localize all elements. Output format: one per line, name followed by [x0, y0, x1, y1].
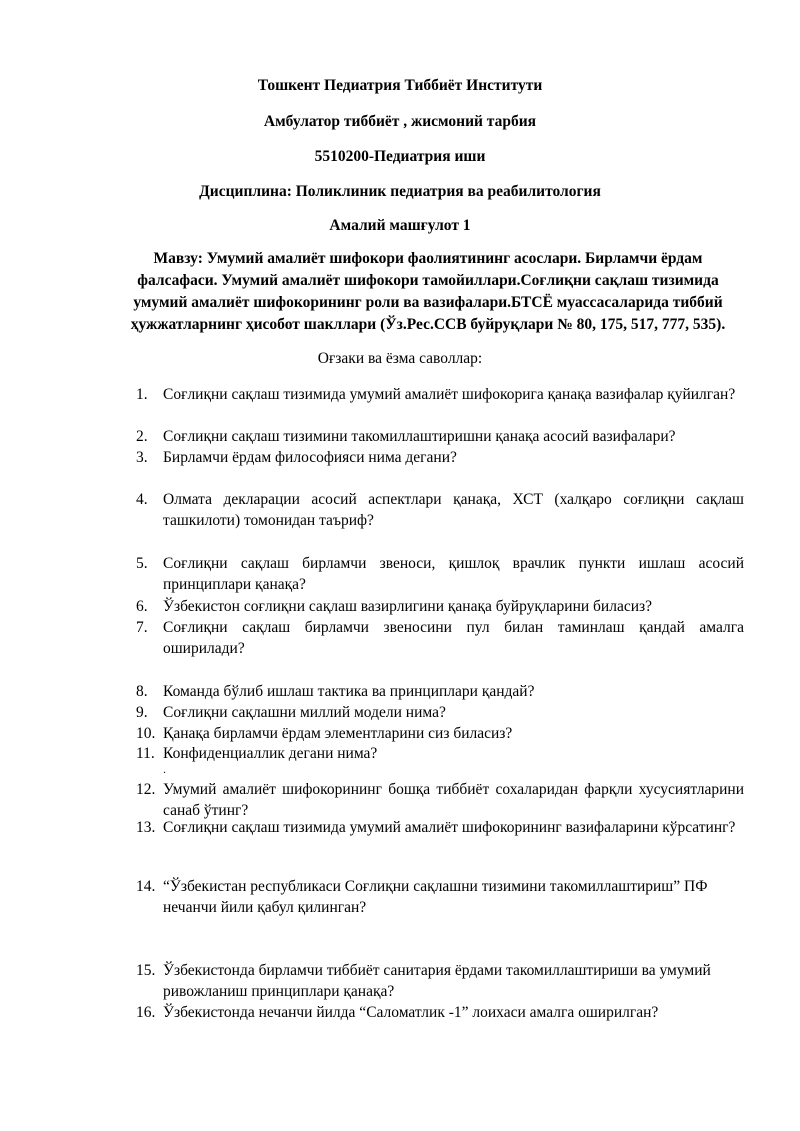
stray-dot: . — [163, 762, 166, 776]
question-item — [136, 743, 744, 764]
department-title: Амбулатор тиббиёт , жисмоний тарбия — [263, 113, 537, 130]
institute-title: Тошкент Педиатрия Тиббиёт Институти — [257, 77, 543, 94]
question-number: 5. — [136, 555, 148, 572]
question-text: Соғлиқни сақлаш бирламчи звеносини пул билан таминлаш қандай амалга оширилади? — [163, 619, 744, 657]
question-text: Ўзбекистонда нечанчи йилда “Саломатлик -1” лоихаси амалга оширилган? — [163, 1004, 659, 1021]
question-number: 9. — [136, 704, 148, 721]
question-item — [136, 779, 744, 821]
question-item — [136, 876, 744, 918]
question-text: Қанақа бирламчи ёрдам элементларини сиз биласиз? — [163, 725, 513, 742]
question-item — [136, 723, 744, 744]
question-item — [136, 1002, 744, 1023]
question-number: 8. — [136, 683, 148, 700]
question-number: 2. — [136, 428, 148, 445]
question-item — [136, 702, 744, 723]
question-text: Ўзбекистонда бирламчи тиббиёт санитария ёрдами такомиллаштириши ва умумий ривожланиш принциплари қанақа? — [163, 962, 711, 1000]
question-text: Команда бўлиб ишлаш тактика ва принциплари қандай? — [163, 683, 535, 700]
question-text: Соғлиқни сақлаш тизимини такомиллаштиришни қанақа асосий вазифалари? — [163, 428, 676, 445]
questions-heading: Оғзаки ва ёзма саволлар: — [317, 350, 483, 367]
topic-paragraph: Мавзу: Умумий амалиёт шифокори фаолиятининг асослари. Бирламчи ёрдам фалсафаси. Умумий амалиёт шифокори тамойиллари.Соғлиқни сақлаш тизимида умумий амалиёт шифокорининг роли ва вазифалари.БТСЁ муассасаларида тиббий ҳужжатларнинг ҳисобот шакллари (Ўз.Рес.ССВ буйруқлари № 80, 175, 517, 777, 535). — [130, 250, 726, 333]
question-number: 7. — [136, 619, 148, 636]
discipline-title: Дисциплина: Поликлиник педиатрия ва реабилитология — [199, 183, 601, 200]
question-text: Конфиденциаллик дегани нима? — [163, 745, 378, 762]
question-item — [136, 553, 744, 595]
question-number: 11. — [136, 745, 155, 762]
question-number: 10. — [136, 725, 156, 742]
question-item — [136, 596, 744, 617]
question-item — [136, 681, 744, 702]
question-text: Соғлиқни сақлаш бирламчи звеноси, қишлоқ врачлик пункти ишлаш асосий принциплари қанақа? — [163, 555, 744, 593]
question-item — [136, 817, 744, 838]
question-item — [136, 447, 744, 468]
question-number: 1. — [136, 386, 148, 403]
question-number: 15. — [136, 962, 156, 979]
question-text: Умумий амалиёт шифокорининг бошқа тиббиёт сохаларидан фарқли хусусиятларини санаб ўтинг? — [163, 781, 744, 819]
question-text: Соғлиқни сақлаш тизимида умумий амалиёт шифокорининг вазифаларини кўрсатинг? — [163, 819, 736, 836]
question-number: 4. — [136, 491, 148, 508]
question-number: 12. — [136, 781, 156, 798]
specialty-title: 5510200-Педиатрия иши — [314, 148, 486, 165]
question-number: 16. — [136, 1004, 156, 1021]
question-text: Бирламчи ёрдам философияси нима дегани? — [163, 449, 457, 466]
question-item — [136, 617, 744, 659]
question-number: 6. — [136, 598, 148, 615]
question-item — [136, 384, 744, 405]
question-item — [136, 426, 744, 447]
question-text: Олмата декларации асосий аспектлари қанақа, ХСТ (халқаро соғлиқни сақлаш ташкилоти) томонидан таъриф? — [163, 491, 744, 529]
lesson-title: Амалий машғулот 1 — [329, 217, 471, 234]
question-text: Ўзбекистон соғлиқни сақлаш вазирлигини қанақа буйруқларини биласиз? — [163, 598, 653, 615]
question-text: “Ўзбекистан республикаси Соғлиқни сақлашни тизимини такомиллаштириш” ПФ нечанчи йили қабул қилинган? — [163, 878, 708, 916]
question-item — [136, 489, 744, 531]
question-text: Соғлиқни сақлаш тизимида умумий амалиёт шифокорига қанақа вазифалар қуйилган? — [163, 386, 736, 403]
question-item — [136, 960, 744, 1002]
question-number: 3. — [136, 449, 148, 466]
question-number: 14. — [136, 878, 156, 895]
question-number: 13. — [136, 819, 156, 836]
question-text: Соғлиқни сақлашни миллий модели нима? — [163, 704, 446, 721]
